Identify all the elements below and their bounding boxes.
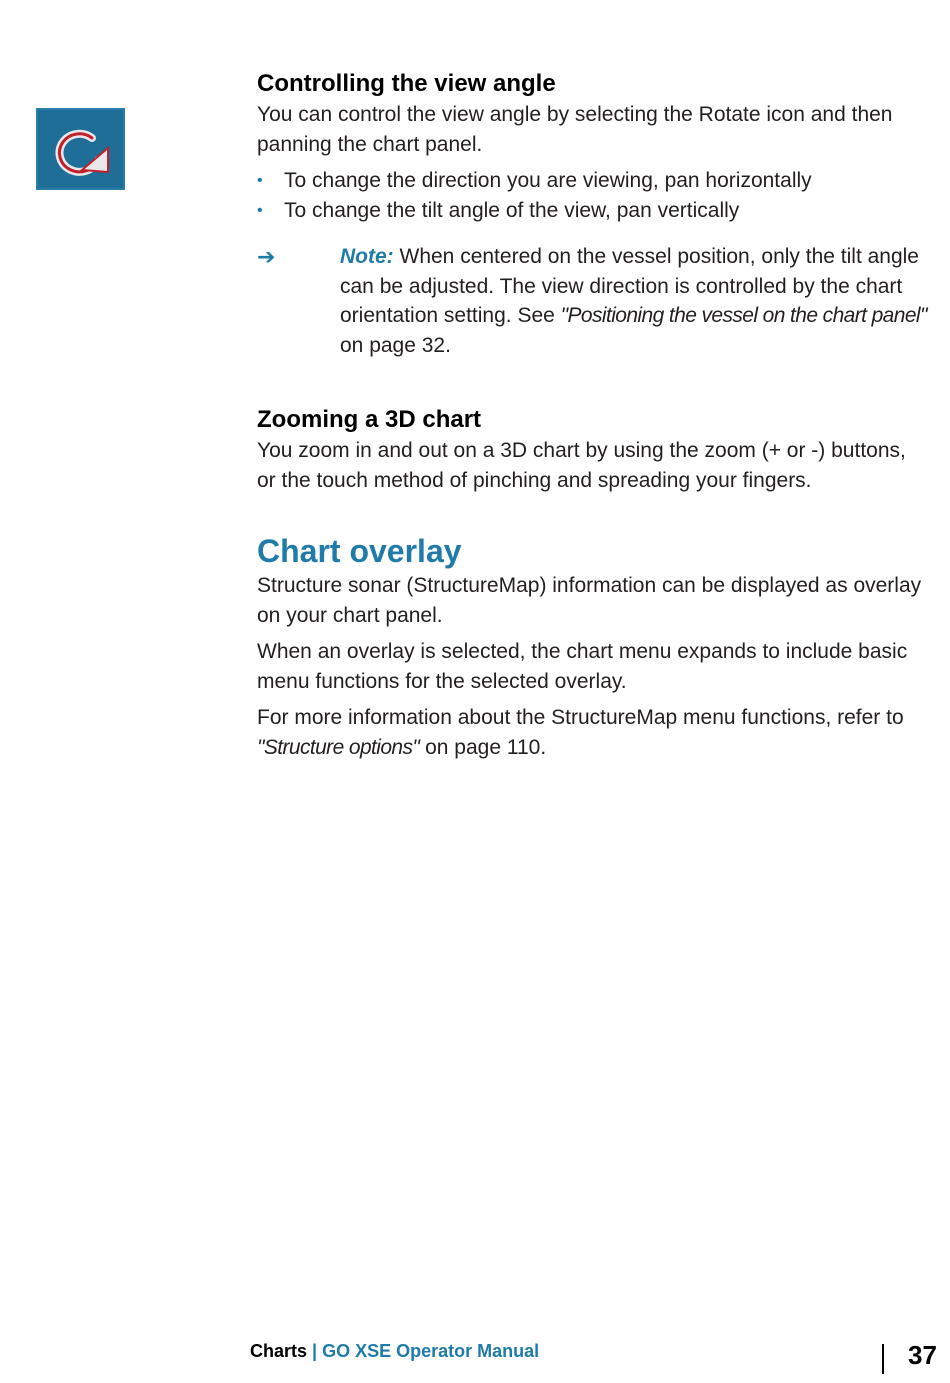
zoom-body: You zoom in and out on a 3D chart by using the zoom (+ or -) buttons, or the touch method of pinching and spreading your fingers.: [257, 439, 906, 492]
overlay-paragraph-1: Structure sonar (StructureMap) information can be displayed as overlay on your chart panel.: [257, 574, 922, 627]
chart-overlay-section: [257, 531, 927, 762]
bullet-dot-icon: •: [257, 201, 263, 219]
footer-separator: |: [307, 1341, 323, 1361]
note-text: Note: When centered on the vessel position, only the tilt angle can be adjusted. The view direction is controlled by the chart orientation setting. See "Positioning the vessel on the chart panel" on page 32.: [340, 245, 927, 357]
footer: [250, 1341, 539, 1362]
zoom-section: [257, 404, 927, 495]
footer-divider: [882, 1344, 884, 1374]
note-label: Note:: [340, 245, 394, 268]
page-content: [257, 68, 927, 762]
overlay-paragraph-3: For more information about the StructureMap menu functions, refer to "Structure options" on page 110.: [257, 706, 904, 759]
footer-manual-title: GO XSE Operator Manual: [322, 1341, 540, 1361]
bullet-dot-icon: •: [257, 172, 263, 189]
page-title: Chart overlay: [257, 533, 462, 569]
cross-reference-link[interactable]: "Positioning the vessel on the chart panel": [560, 304, 927, 327]
section-heading-view-angle: Controlling the view angle: [257, 70, 556, 97]
overlay-paragraph-2: When an overlay is selected, the chart menu expands to include basic menu functions for the selected overlay.: [257, 640, 908, 693]
list-item: • To change the direction you are viewing, pan horizontally: [257, 166, 927, 196]
note-block: [257, 242, 927, 360]
section-heading-zoom: Zooming a 3D chart: [257, 406, 482, 433]
list-item: • To change the tilt angle of the view, pan vertically: [257, 196, 927, 226]
view-angle-intro: You can control the view angle by selecting the Rotate icon and then panning the chart panel.: [257, 103, 893, 156]
rotate-icon: [36, 108, 125, 190]
footer-section: Charts: [250, 1341, 308, 1361]
page-number: 37: [908, 1340, 937, 1370]
view-angle-bullets: [257, 166, 927, 225]
cross-reference-link[interactable]: "Structure options": [257, 735, 420, 759]
rotate-arrow-graphic: [36, 108, 125, 190]
arrow-right-icon: ➔: [257, 244, 276, 269]
